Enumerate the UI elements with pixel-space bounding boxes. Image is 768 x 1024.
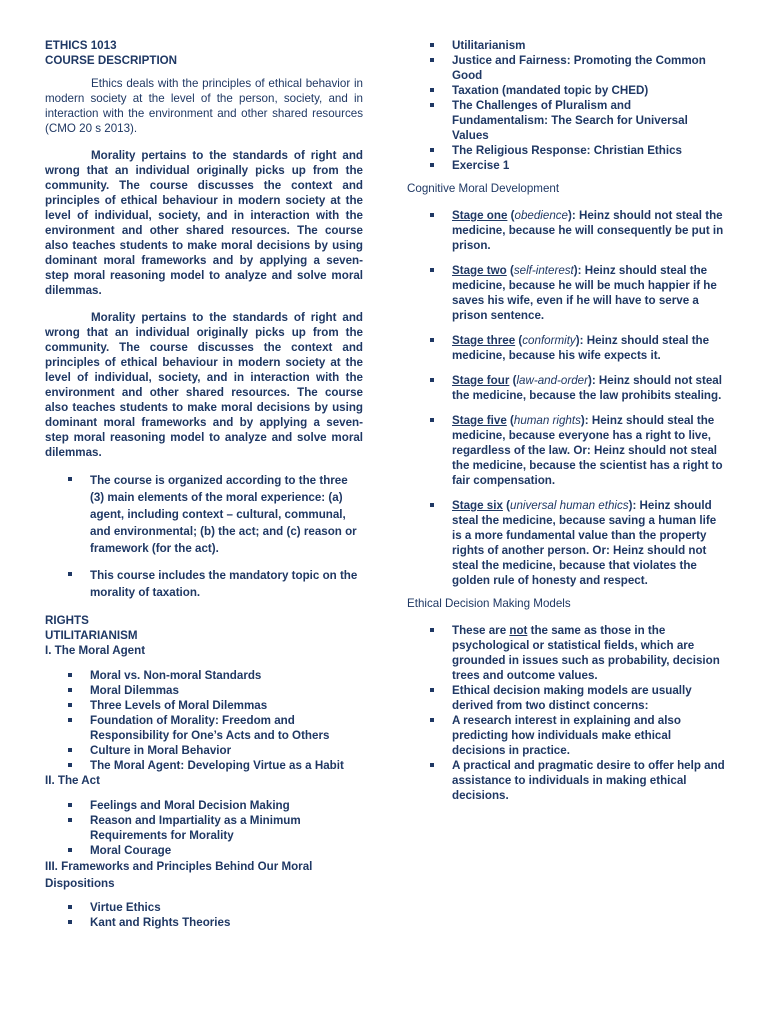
stage-item: Stage one (obedience): Heinz should not steal the medicine, because he will consequently be put in prison.	[407, 208, 725, 253]
the-act-topics	[45, 798, 363, 858]
section-frameworks: III. Frameworks and Principles Behind Our Moral Dispositions	[45, 860, 313, 890]
stage-item: Stage two (self-interest): Heinz should steal the medicine, because he will be much happier if he saves his wife, even if he will have to serve a prison sentence.	[407, 263, 725, 323]
frameworks-topics	[45, 900, 363, 930]
stage-term: conformity	[522, 334, 576, 347]
stage-term: obedience	[514, 209, 569, 222]
right-column	[407, 38, 725, 803]
list-item: A research interest in explaining and also predicting how individuals make ethical decisions in practice.	[407, 713, 725, 758]
list-item: Three Levels of Moral Dilemmas	[45, 698, 363, 713]
cognitive-moral-development-heading: Cognitive Moral Development	[407, 182, 560, 195]
course-bullet-list	[45, 472, 363, 601]
stages-list	[407, 208, 725, 588]
list-item: Moral Courage	[45, 843, 363, 858]
section-the-act: II. The Act	[45, 774, 100, 787]
stage-name: Stage two	[452, 264, 507, 277]
utilitarianism-heading: UTILITARIANISM	[45, 629, 138, 642]
list-item: The Religious Response: Christian Ethics	[407, 143, 725, 158]
stage-name: Stage five	[452, 414, 507, 427]
rights-heading: RIGHTS	[45, 614, 89, 627]
description-paragraph-3: Morality pertains to the standards of right and wrong that an individual originally picks up from the community. The course discusses the context and principles of ethical behaviour in modern society at the level of individual, society, and in interaction with the environment and other shared resources. The course also teaches students to make moral decisions by using dominant moral frameworks and by applying a seven-step moral reasoning model to analyze and solve moral dilemmas.	[45, 311, 363, 459]
stage-term: universal human ethics	[510, 499, 629, 512]
list-item: The course is organized according to the three (3) main elements of the moral experience: (a) agent, including context – cultural, communal, and environmental; (b) the act; and (c) reason or framework (for the act).	[45, 472, 363, 557]
list-item: Moral vs. Non-moral Standards	[45, 668, 363, 683]
section-moral-agent: I. The Moral Agent	[45, 644, 146, 657]
decision-models-list	[407, 623, 725, 803]
list-item: Justice and Fairness: Promoting the Common Good	[407, 53, 725, 83]
frameworks-topics-continued	[407, 38, 725, 173]
stage-text: : Heinz should steal the medicine, because saving a human life is a more fundamental value than the property rights of another person. Or: Heinz should not steal the medicine, because that violates the golden rule of honesty and respect.	[452, 499, 717, 587]
list-item: Virtue Ethics	[45, 900, 363, 915]
description-paragraph-2: Morality pertains to the standards of right and wrong that an individual originally picks up from the community. The course discusses the context and principles of ethical behaviour in modern society at the level of individual, society, and in interaction with the environment and other shared resources. The course also teaches students to make moral decisions by using dominant moral frameworks and by applying a seven-step moral reasoning model to analyze and solve moral dilemmas.	[45, 149, 363, 297]
list-item: Taxation (mandated topic by CHED)	[407, 83, 725, 98]
stage-text: : Heinz should steal the medicine, because his wife expects it.	[452, 334, 710, 362]
course-code: ETHICS 1013	[45, 39, 117, 52]
stage-item: Stage four (law-and-order): Heinz should not steal the medicine, because the law prohibits stealing.	[407, 373, 725, 403]
list-item: A practical and pragmatic desire to offer help and assistance to individuals in making ethical decisions.	[407, 758, 725, 803]
list-item: Moral Dilemmas	[45, 683, 363, 698]
list-item: Utilitarianism	[407, 38, 725, 53]
moral-agent-topics	[45, 668, 363, 773]
stage-term: human rights	[513, 414, 581, 427]
list-item: Foundation of Morality: Freedom and Responsibility for One’s Acts and to Others	[45, 713, 363, 743]
underlined-word: not	[509, 624, 528, 637]
list-item: Feelings and Moral Decision Making	[45, 798, 363, 813]
ethical-decision-making-heading: Ethical Decision Making Models	[407, 597, 571, 610]
stage-term: law-and-order	[516, 374, 588, 387]
list-item: Ethical decision making models are usually derived from two distinct concerns:	[407, 683, 725, 713]
stage-text: : Heinz should not steal the medicine, because he will consequently be put in prison.	[452, 209, 724, 252]
list-item: These are not the same as those in the psychological or statistical fields, which are grounded in issues such as probability, decision trees and outcome values.	[407, 623, 725, 683]
left-column	[45, 38, 363, 930]
stage-text: : Heinz should steal the medicine, because everyone has a right to live, regardless of the law. Or: Heinz should not steal the medicine, because the scientist has a right to fair compensation.	[452, 414, 723, 487]
stage-text: : Heinz should steal the medicine, because he will be much happier if he saves his wife, even if he will have to serve a prison sentence.	[452, 264, 717, 322]
stage-name: Stage six	[452, 499, 503, 512]
stage-item: Stage three (conformity): Heinz should steal the medicine, because his wife expects it.	[407, 333, 725, 363]
list-item: The Moral Agent: Developing Virtue as a Habit	[45, 758, 363, 773]
list-item: The Challenges of Pluralism and Fundamentalism: The Search for Universal Values	[407, 98, 725, 143]
list-item: Exercise 1	[407, 158, 725, 173]
list-item: Kant and Rights Theories	[45, 915, 363, 930]
list-item: Reason and Impartiality as a Minimum Requirements for Morality	[45, 813, 363, 843]
stage-item: Stage six (universal human ethics): Heinz should steal the medicine, because saving a human life is a more fundamental value than the property rights of another person. Or: Heinz should not steal the medicine, because that violates the golden rule of honesty and respect.	[407, 498, 725, 588]
list-item: Culture in Moral Behavior	[45, 743, 363, 758]
stage-text: : Heinz should not steal the medicine, because the law prohibits stealing.	[452, 374, 722, 402]
description-paragraph-1: Ethics deals with the principles of ethical behavior in modern society at the level of the person, society, and in interaction with the environment and other shared resources (CMO 20 s 2013).	[45, 77, 363, 135]
stage-item: Stage five (human rights): Heinz should steal the medicine, because everyone has a right to live, regardless of the law. Or: Heinz should not steal the medicine, because the scientist has a right to fair compensation.	[407, 413, 725, 488]
stage-name: Stage one	[452, 209, 508, 222]
course-description-heading: COURSE DESCRIPTION	[45, 54, 178, 67]
list-item: This course includes the mandatory topic on the morality of taxation.	[45, 567, 363, 601]
stage-name: Stage three	[452, 334, 516, 347]
stage-term: self-interest	[513, 264, 574, 277]
stage-name: Stage four	[452, 374, 510, 387]
